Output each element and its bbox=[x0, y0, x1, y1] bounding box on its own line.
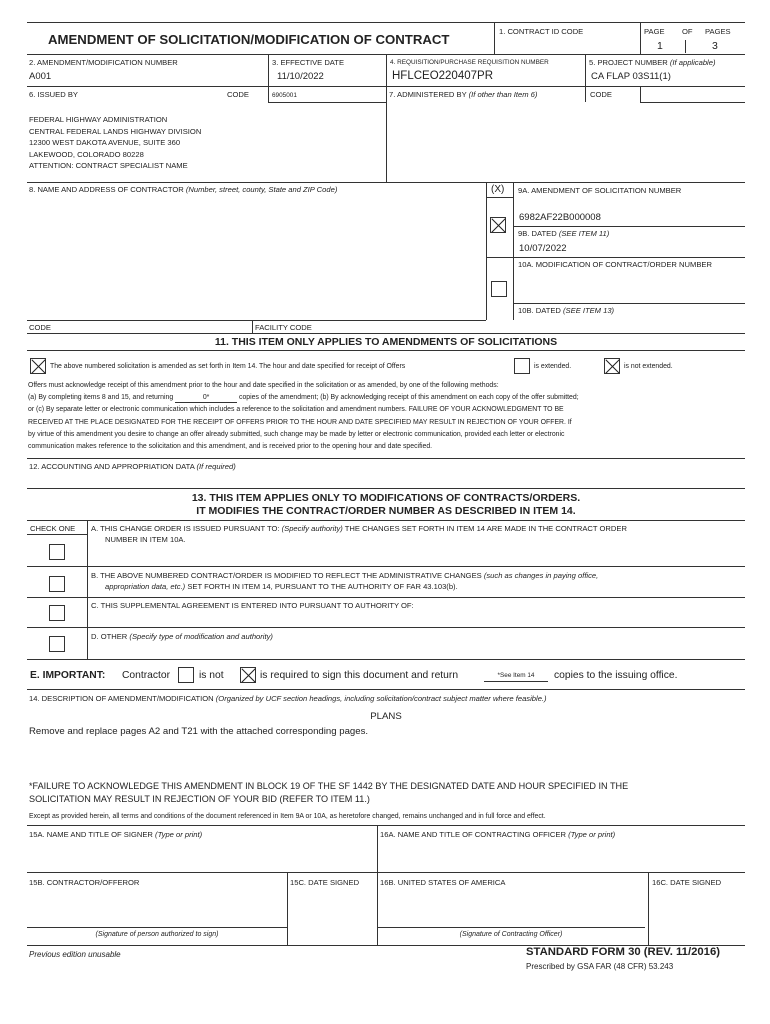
s11-para-a bbox=[28, 392, 579, 404]
s13b-text: B. THE ABOVE NUMBERED CONTRACT/ORDER IS MODIFIED TO REFLECT THE ADMINISTRATIVE CHANGES bbox=[91, 571, 482, 580]
b15b-label: 15B. CONTRACTOR/OFFEROR bbox=[29, 878, 140, 887]
s13d-text: D. OTHER bbox=[91, 632, 128, 641]
border-line bbox=[27, 350, 745, 351]
b1-label: 1. CONTRACT ID CODE bbox=[499, 27, 584, 36]
s11-para: RECEIVED AT THE PLACE DESIGNATED FOR THE RECEIPT OF OFFERS PRIOR TO THE HOUR AND DATE SPECIFIED MAY RESULT IN REJECTION OF YOUR OFFER. If bbox=[28, 418, 572, 426]
important-contractor: Contractor bbox=[122, 670, 171, 681]
border-line bbox=[27, 488, 745, 489]
issuer-address bbox=[29, 114, 201, 172]
b10-checkbox[interactable] bbox=[491, 281, 507, 297]
b10a-label: 10A. MODIFICATION OF CONTRACT/ORDER NUMBER bbox=[518, 260, 712, 269]
border-line bbox=[486, 197, 513, 198]
border-line bbox=[685, 40, 686, 53]
issuer-line: CENTRAL FEDERAL LANDS HIGHWAY DIVISION bbox=[29, 126, 202, 136]
s13a-text2: THE CHANGES SET FORTH IN ITEM 14 ARE MADE IN THE CONTRACT ORDER bbox=[344, 524, 627, 533]
s11-para: Offers must acknowledge receipt of this amendment prior to the hour and date specified in the solicitation or as amended, by one of the following methods: bbox=[28, 382, 499, 389]
b5-hint: (If applicable) bbox=[669, 58, 716, 67]
b5-label: 5. PROJECT NUMBER bbox=[589, 58, 668, 67]
section-13-title-1: 13. THIS ITEM APPLIES ONLY TO MODIFICATIONS OF CONTRACTS/ORDERS. bbox=[191, 492, 581, 504]
border-line bbox=[27, 333, 745, 334]
b9a-label: 9A. AMENDMENT OF SOLICITATION NUMBER bbox=[518, 186, 682, 195]
border-line bbox=[27, 659, 745, 660]
facility-code-label: FACILITY CODE bbox=[255, 323, 312, 332]
b12-label: 12. ACCOUNTING AND APPROPRIATION DATA bbox=[29, 462, 195, 471]
border-line bbox=[494, 22, 495, 54]
b15a-hint: (Type or print) bbox=[155, 830, 203, 839]
border-line bbox=[268, 102, 386, 103]
b16c-label: 16C. DATE SIGNED bbox=[652, 878, 722, 887]
border-line bbox=[27, 627, 745, 628]
s13c-checkbox[interactable] bbox=[49, 605, 65, 621]
b6-code-label: CODE bbox=[227, 90, 249, 99]
border-line bbox=[640, 102, 745, 103]
border-line bbox=[513, 182, 514, 320]
form-title: AMENDMENT OF SOLICITATION/MODIFICATION OF CONTRACT bbox=[48, 32, 450, 47]
standard-form: STANDARD FORM 30 (REV. 11/2016) bbox=[526, 946, 720, 958]
b2-label: 2. AMENDMENT/MODIFICATION NUMBER bbox=[29, 58, 178, 67]
b16a-hint: (Type or print) bbox=[568, 830, 616, 839]
s13b-checkbox[interactable] bbox=[49, 576, 65, 592]
issuer-line: 12300 WEST DAKOTA AVENUE, SUITE 360 bbox=[29, 138, 181, 148]
s13a-text3: NUMBER IN ITEM 10A. bbox=[105, 535, 186, 544]
sig-contractor-label: (Signature of person authorized to sign) bbox=[95, 931, 219, 938]
important-copies-value[interactable]: *See Item 14 bbox=[484, 672, 548, 682]
b16b-label: 16B. UNITED STATES OF AMERICA bbox=[380, 878, 506, 887]
b7-label: 7. ADMINISTERED BY bbox=[389, 90, 467, 99]
page-value[interactable]: 1 bbox=[657, 40, 663, 52]
pages-value[interactable]: 3 bbox=[712, 40, 718, 52]
b8-hint: (Number, street, county, State and ZIP Code) bbox=[185, 185, 338, 194]
issuer-line: LAKEWOOD, COLORADO 80228 bbox=[29, 149, 144, 159]
b4-value[interactable]: HFLCEO220407PR bbox=[392, 70, 493, 82]
s13b-hint: (such as changes in paying office, bbox=[483, 571, 599, 580]
b14-label: 14. DESCRIPTION OF AMENDMENT/MODIFICATION bbox=[29, 694, 214, 703]
border-line bbox=[27, 534, 87, 535]
s11-extended: is extended. bbox=[534, 363, 572, 370]
b10b-label: 10B. DATED bbox=[518, 306, 561, 315]
border-line bbox=[648, 872, 649, 945]
b9a-value[interactable]: 6982AF22B000008 bbox=[519, 212, 601, 223]
section-11-title: 11. THIS ITEM ONLY APPLIES TO AMENDMENTS OF SOLICITATIONS bbox=[214, 336, 558, 348]
b9b-hint: (SEE ITEM 11) bbox=[558, 229, 610, 238]
s13a-hint: (Specify authority) bbox=[281, 524, 343, 533]
s11-para-a-1: (a) By completing items 8 and 15, and returning bbox=[28, 394, 174, 402]
section-13-title-2: IT MODIFIES THE CONTRACT/ORDER NUMBER AS DESCRIBED IN ITEM 14. bbox=[196, 505, 576, 517]
s11-extended-checkbox[interactable] bbox=[514, 358, 530, 374]
border-line bbox=[585, 54, 586, 102]
border-line bbox=[27, 320, 486, 321]
b9b-value[interactable]: 10/07/2022 bbox=[519, 243, 567, 254]
b14-failure bbox=[29, 780, 628, 806]
b12-hint: (If required) bbox=[196, 462, 236, 471]
s11-not-extended: is not extended. bbox=[624, 363, 673, 370]
border-line bbox=[27, 520, 745, 521]
b8-label: 8. NAME AND ADDRESS OF CONTRACTOR bbox=[29, 185, 184, 194]
page-label: PAGE bbox=[644, 27, 665, 36]
b4-label: 4. REQUISITION/PURCHASE REQUISITION NUMBER bbox=[390, 59, 549, 66]
s13c-text: C. THIS SUPPLEMENTAL AGREEMENT IS ENTERED INTO PURSUANT TO AUTHORITY OF: bbox=[91, 601, 414, 610]
s13b-text2: SET FORTH IN ITEM 14, PURSUANT TO THE AUTHORITY OF FAR 43.103(b). bbox=[187, 582, 458, 591]
border-line bbox=[486, 257, 745, 258]
b14-plans: PLANS bbox=[370, 711, 402, 722]
b3-value[interactable]: 11/10/2022 bbox=[277, 71, 324, 82]
b6-code-value[interactable]: 6905001 bbox=[272, 92, 297, 99]
b3-label: 3. EFFECTIVE DATE bbox=[272, 58, 345, 67]
border-line bbox=[640, 86, 641, 102]
s11-not-extended-checkbox[interactable] bbox=[604, 358, 620, 374]
b14-failure-1: *FAILURE TO ACKNOWLEDGE THIS AMENDMENT IN BLOCK 19 OF THE SF 1442 BY THE DESIGNATED DATE AND HOUR SPECIFIED IN THE bbox=[29, 781, 629, 791]
signature-line-contractor bbox=[27, 927, 287, 928]
border-line bbox=[27, 689, 745, 690]
s11-para: by virtue of this amendment you desire to change an offer already submitted, such change may be made by letter or electronic communication, provided each letter or electronic bbox=[28, 430, 565, 438]
b10b-hint: (SEE ITEM 13) bbox=[563, 306, 615, 315]
border-line bbox=[287, 872, 288, 945]
border-line bbox=[27, 566, 745, 567]
border-line bbox=[27, 825, 745, 826]
border-line bbox=[486, 182, 487, 320]
border-line bbox=[27, 22, 745, 23]
border-line bbox=[640, 22, 641, 54]
border-line bbox=[252, 320, 253, 333]
s11-instructions bbox=[28, 380, 579, 453]
b15a-label: 15A. NAME AND TITLE OF SIGNER bbox=[29, 830, 153, 839]
b2-value[interactable]: A001 bbox=[29, 71, 52, 82]
s11-copies-value[interactable]: 0* bbox=[175, 394, 237, 403]
prescribed: Prescribed by GSA FAR (48 CFR) 53.243 bbox=[526, 962, 674, 971]
s11-text1: The above numbered solicitation is amended as set forth in Item 14. The hour and date specified for receipt of Offers bbox=[50, 363, 406, 370]
border-line bbox=[513, 226, 745, 227]
s13b-hint2: appropriation data, etc.) bbox=[105, 582, 186, 591]
x-column-label: (X) bbox=[491, 184, 505, 195]
sig-officer-label: (Signature of Contracting Officer) bbox=[459, 931, 563, 938]
issuer-line: FEDERAL HIGHWAY ADMINISTRATION bbox=[29, 115, 168, 124]
border-line bbox=[27, 182, 745, 183]
b7-code-label: CODE bbox=[590, 90, 612, 99]
b14-hint: (Organized by UCF section headings, including solicitation/contract subject matter where feasible.) bbox=[215, 694, 547, 703]
important-tail: copies to the issuing office. bbox=[554, 670, 678, 681]
b14-failure-2: SOLICITATION MAY RESULT IN REJECTION OF YOUR BID (REFER TO ITEM 11.) bbox=[29, 794, 370, 804]
b6-label: 6. ISSUED BY bbox=[29, 90, 78, 99]
except-text: Except as provided herein, all terms and conditions of the document referenced in Item 9A or 10A, as heretofore changed, remains unchanged and in full force and effect. bbox=[29, 813, 546, 820]
check-one-label: CHECK ONE bbox=[30, 524, 76, 533]
section-13-title bbox=[27, 492, 745, 518]
s13d-checkbox[interactable] bbox=[49, 636, 65, 652]
previous-edition: Previous edition unusable bbox=[29, 950, 121, 959]
b9b-label: 9B. DATED bbox=[518, 229, 557, 238]
s11-amended-checkbox[interactable] bbox=[30, 358, 46, 374]
b9-checkbox[interactable] bbox=[490, 217, 506, 233]
important-label: E. IMPORTANT: bbox=[30, 670, 106, 681]
b15c-label: 15C. DATE SIGNED bbox=[290, 878, 360, 887]
b5-value[interactable]: CA FLAP 03S11(1) bbox=[591, 71, 671, 82]
border-line bbox=[27, 86, 745, 87]
important-is-not: is not bbox=[199, 670, 224, 681]
contractor-code-label: CODE bbox=[29, 323, 51, 332]
border-line bbox=[27, 872, 745, 873]
border-line bbox=[27, 458, 745, 459]
border-line bbox=[87, 520, 88, 659]
border-line bbox=[386, 54, 387, 182]
b7-hint: (If other than Item 6) bbox=[468, 90, 538, 99]
important-required-checkbox[interactable] bbox=[240, 667, 256, 683]
issuer-line: ATTENTION: CONTRACT SPECIALIST NAME bbox=[29, 161, 188, 171]
s11-para-a-2: copies of the amendment; (b) By acknowledging receipt of this amendment on each copy of the offer submitted; bbox=[239, 394, 579, 402]
b16a-label: 16A. NAME AND TITLE OF CONTRACTING OFFICER bbox=[380, 830, 566, 839]
border-line bbox=[268, 54, 269, 102]
border-line bbox=[513, 303, 745, 304]
border-line bbox=[27, 597, 745, 598]
s11-para: or (c) By separate letter or electronic communication which includes a reference to the solicitation and amendment numbers. FAILURE OF YOUR ACKNOWLEDGMENT TO BE bbox=[28, 406, 564, 414]
s13d-hint: (Specify type of modification and authority) bbox=[129, 632, 273, 641]
s13a-text: A. THIS CHANGE ORDER IS ISSUED PURSUANT TO: bbox=[91, 524, 280, 533]
important-required: is required to sign this document and return bbox=[260, 670, 459, 681]
pages-label: PAGES bbox=[705, 27, 731, 36]
b14-line1: Remove and replace pages A2 and T21 with the attached corresponding pages. bbox=[29, 726, 369, 737]
important-is-not-checkbox[interactable] bbox=[178, 667, 194, 683]
s13a-checkbox[interactable] bbox=[49, 544, 65, 560]
signature-line-officer bbox=[377, 927, 645, 928]
of-label: OF bbox=[682, 27, 693, 36]
s11-para: communication makes reference to the solicitation and this amendment, and is received prior to the opening hour and date specified. bbox=[28, 443, 433, 451]
